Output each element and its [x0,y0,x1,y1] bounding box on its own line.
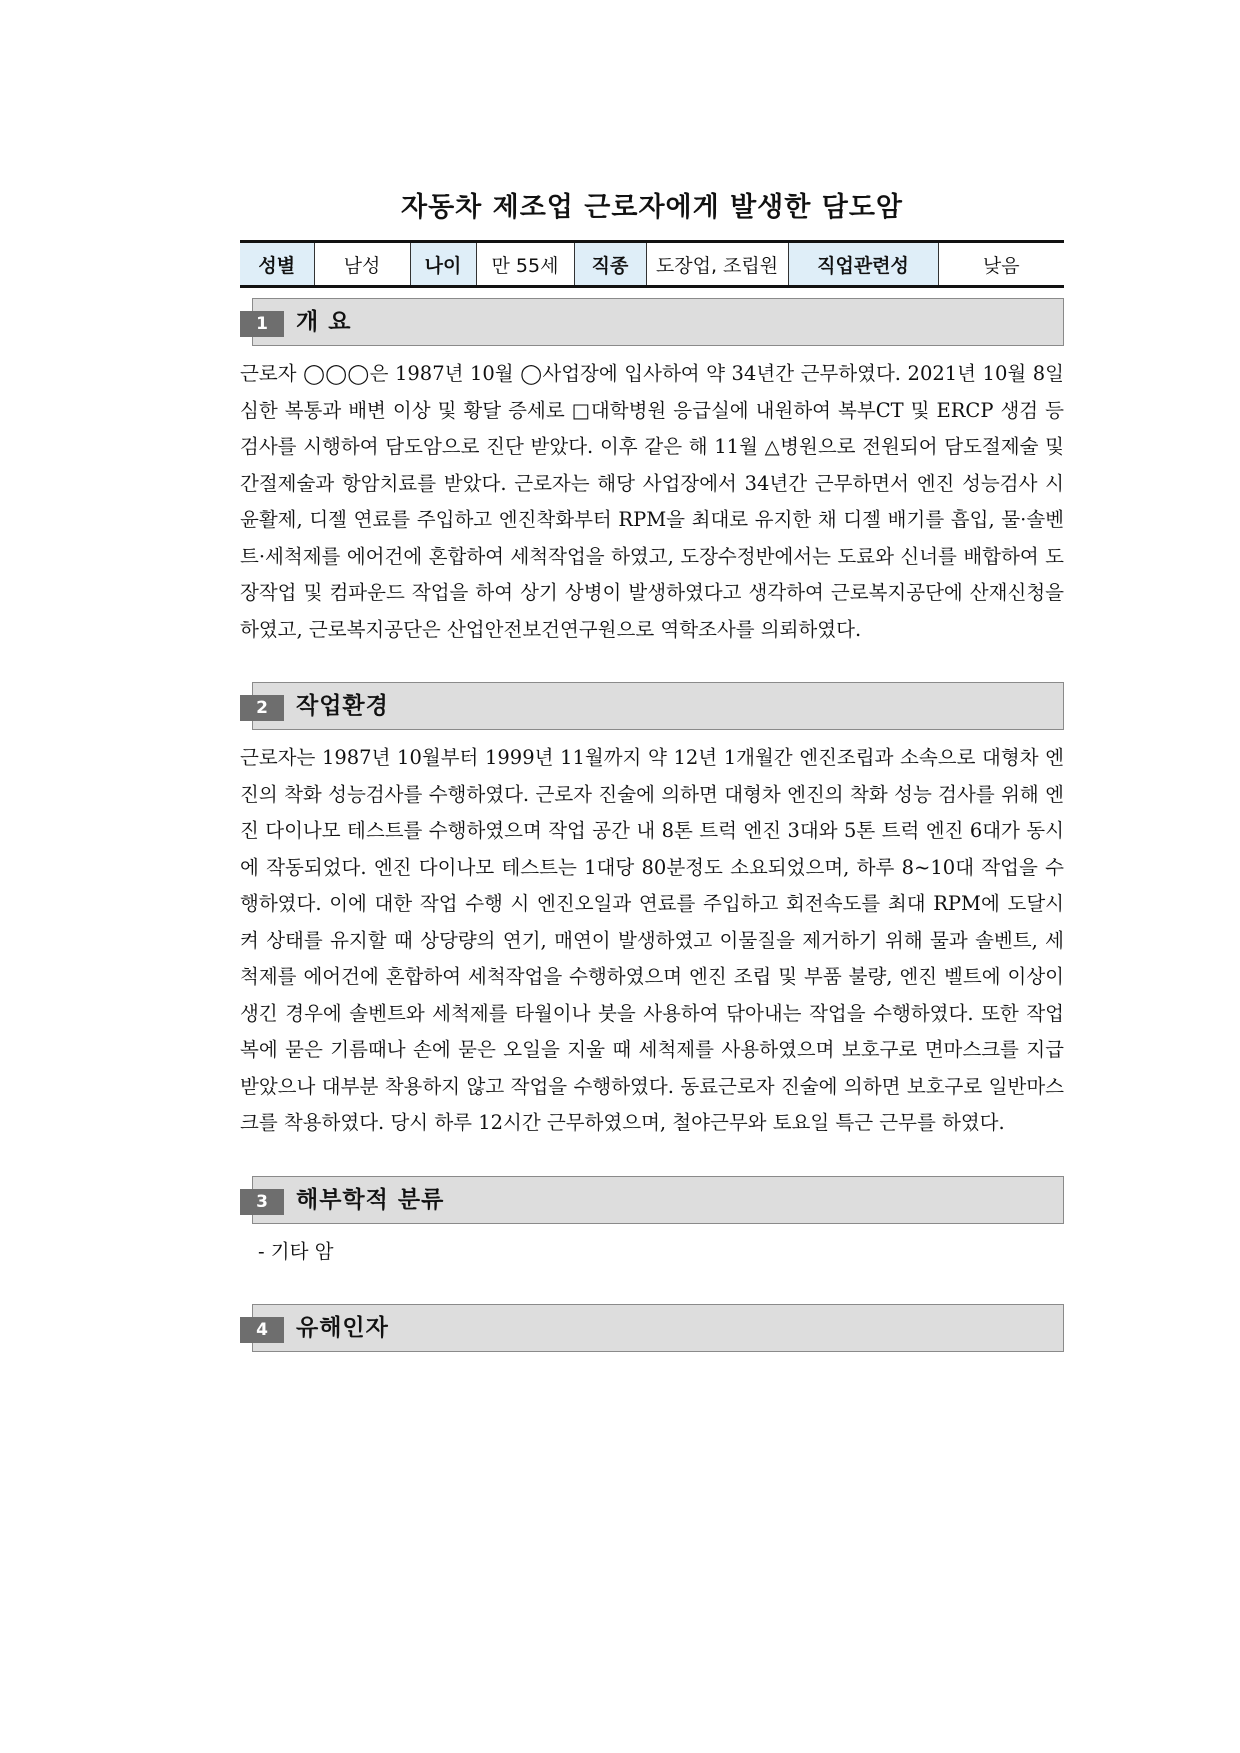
age-label: 나이 [410,242,476,287]
section-number: 3 [240,1189,284,1215]
job-label: 직종 [574,242,646,287]
overview-paragraph: 근로자 ◯◯◯은 1987년 10월 ◯사업장에 입사하여 약 34년간 근무하였다. 2021년 10월 8일 심한 복통과 배변 이상 및 황달 증세로 □대학병원 응급실에 내원하여 복부CT 및 ERCP 생검 등 검사를 시행하여 담도암으로 진단 받았다. 이후 같은 해 11월 △병원으로 전원되어 담도절제술 및 간절제술과 항암치료를 받았다. 근로자는 해당 사업장에서 34년간 근무하면서 엔진 성능검사 시 윤활제, 디젤 연료를 주입하고 엔진착화부터 RPM을 최대로 유지한 채 디젤 배기를 흡입, 물·솔벤트·세척제를 에어건에 혼합하여 세척작업을 하였고, 도장수정반에서는 도료와 신너를 배합하여 도장작업 및 컴파운드 작업을 하여 상기 상병이 발생하였다고 생각하여 근로복지공단에 산재신청을 하였고, 근로복지공단은 산업안전보건연구원으로 역학조사를 의뢰하였다. [240,362,1064,641]
section-title: 해부학적 분류 [296,1186,445,1213]
section-number: 2 [240,695,284,721]
case-info-table [240,240,1064,288]
age-value: 만 55세 [476,242,574,287]
anatomical-classification-item: - 기타 암 [258,1239,334,1263]
sex-label: 성별 [240,242,314,287]
section-header-work-environment [240,682,1064,732]
sex-value: 남성 [314,242,410,287]
document-page [240,190,1064,1362]
relevance-label: 직업관련성 [788,242,938,287]
section-bar [252,298,1064,346]
section-header-hazard-factors [240,1304,1064,1354]
section-title: 유해인자 [296,1315,389,1341]
section-title: 개 요 [296,309,352,335]
section-title: 작업환경 [296,693,389,719]
section-header-anatomical-classification [240,1176,1064,1226]
section-number: 1 [240,311,284,337]
document-title: 자동차 제조업 근로자에게 발생한 담도암 [401,192,903,223]
work-environment-paragraph: 근로자는 1987년 10월부터 1999년 11월까지 약 12년 1개월간 엔진조립과 소속으로 대형차 엔진의 착화 성능검사를 수행하였다. 근로자 진술에 의하면 대형차 엔진의 착화 성능 검사를 위해 엔진 다이나모 테스트를 수행하였으며 작업 공간 내 8톤 트럭 엔진 3대와 5톤 트럭 엔진 6대가 동시에 작동되었다. 엔진 다이나모 테스트는 1대당 80분정도 소요되었으며, 하루 8~10대 작업을 수행하였다. 이에 대한 작업 수행 시 엔진오일과 연료를 주입하고 회전속도를 최대 RPM에 도달시켜 상태를 유지할 때 상당량의 연기, 매연이 발생하였고 이물질을 제거하기 위해 물과 솔벤트, 세척제를 에어건에 혼합하여 세척작업을 수행하였으며 엔진 조립 및 부품 불량, 엔진 벨트에 이상이 생긴 경우에 솔벤트와 세척제를 타월이나 붓을 사용하여 닦아내는 작업을 수행하였다. 또한 작업복에 묻은 기름때나 손에 묻은 오일을 지울 때 세척제를 사용하였으며 보호구로 면마스크를 지급받았으나 대부분 착용하지 않고 작업을 수행하였다. 동료근로자 진술에 의하면 보호구로 일반마스크를 착용하였다. 당시 하루 12시간 근무하였으며, 철야근무와 토요일 특근 근무를 하였다. [240,746,1064,1134]
section-number: 4 [240,1317,284,1343]
section-header-overview [240,298,1064,348]
relevance-value: 낮음 [938,242,1064,287]
job-value: 도장업, 조립원 [646,242,788,287]
